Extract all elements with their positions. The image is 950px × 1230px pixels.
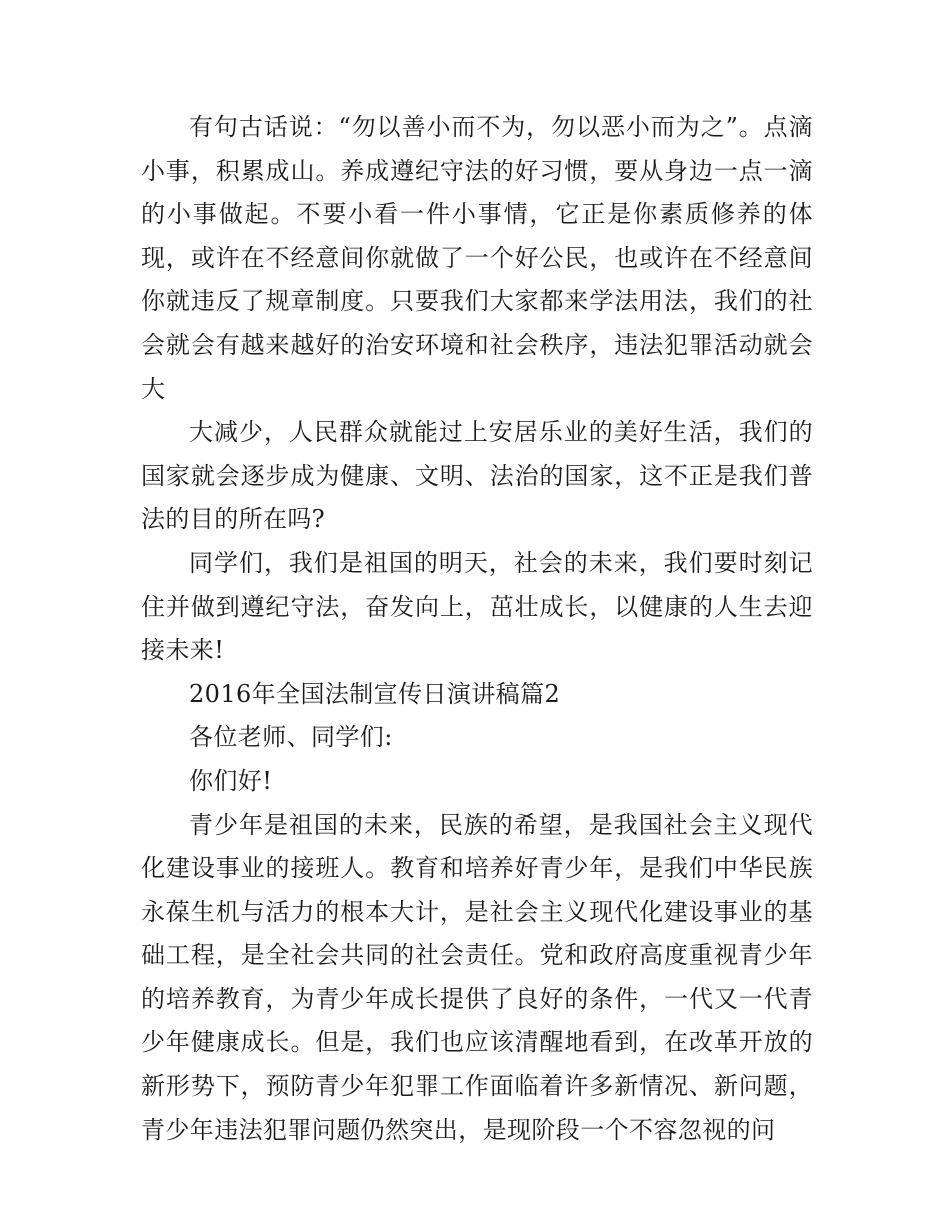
paragraph-proverb: 有句古话说：“勿以善小而不为，勿以恶小而为之”。点滴小事，积累成山。养成遵纪守法的好习惯，要从身边一点一滴的小事做起。不要小看一件小事情，它正是你素质修养的体现，或许在不经意间你就做了一个好公民，也或许在不经意间你就违反了规章制度。只要我们大家都来学法用法，我们的社会就会有越来越好的治安环境和社会秩序，违法犯罪活动就会大 bbox=[141, 113, 813, 403]
paragraph-students-future: 同学们，我们是祖国的明天，社会的未来，我们要时刻记住并做到遵纪守法，奋发向上，茁壮成长，以健康的人生去迎接未来! bbox=[141, 548, 813, 665]
section-heading: 2016年全国法制宣传日演讲稿篇2 bbox=[189, 679, 561, 708]
paragraph-continuation: 大减少，人民群众就能过上安居乐业的美好生活，我们的国家就会逐步成为健康、文明、法治的国家，这不正是我们普法的目的所在吗? bbox=[141, 418, 813, 534]
greeting: 你们好! bbox=[189, 766, 273, 795]
salutation: 各位老师、同学们: bbox=[189, 723, 393, 752]
paragraph-youth: 青少年是祖国的未来，民族的希望，是我国社会主义现代化建设事业的接班人。教育和培养好青少年，是我们中华民族永葆生机与活力的根本大计，是社会主义现代化建设事业的基础工程，是全社会共同的社会责任。党和政府高度重视青少年的培养教育，为青少年成长提供了良好的条件，一代又一代青少年健康成长。但是，我们也应该清醒地看到，在改革开放的新形势下，预防青少年犯罪工作面临着许多新情况、新问题，青少年违法犯罪问题仍然突出，是现阶段一个不容忽视的问 bbox=[141, 810, 813, 1144]
document-body bbox=[141, 106, 813, 1152]
